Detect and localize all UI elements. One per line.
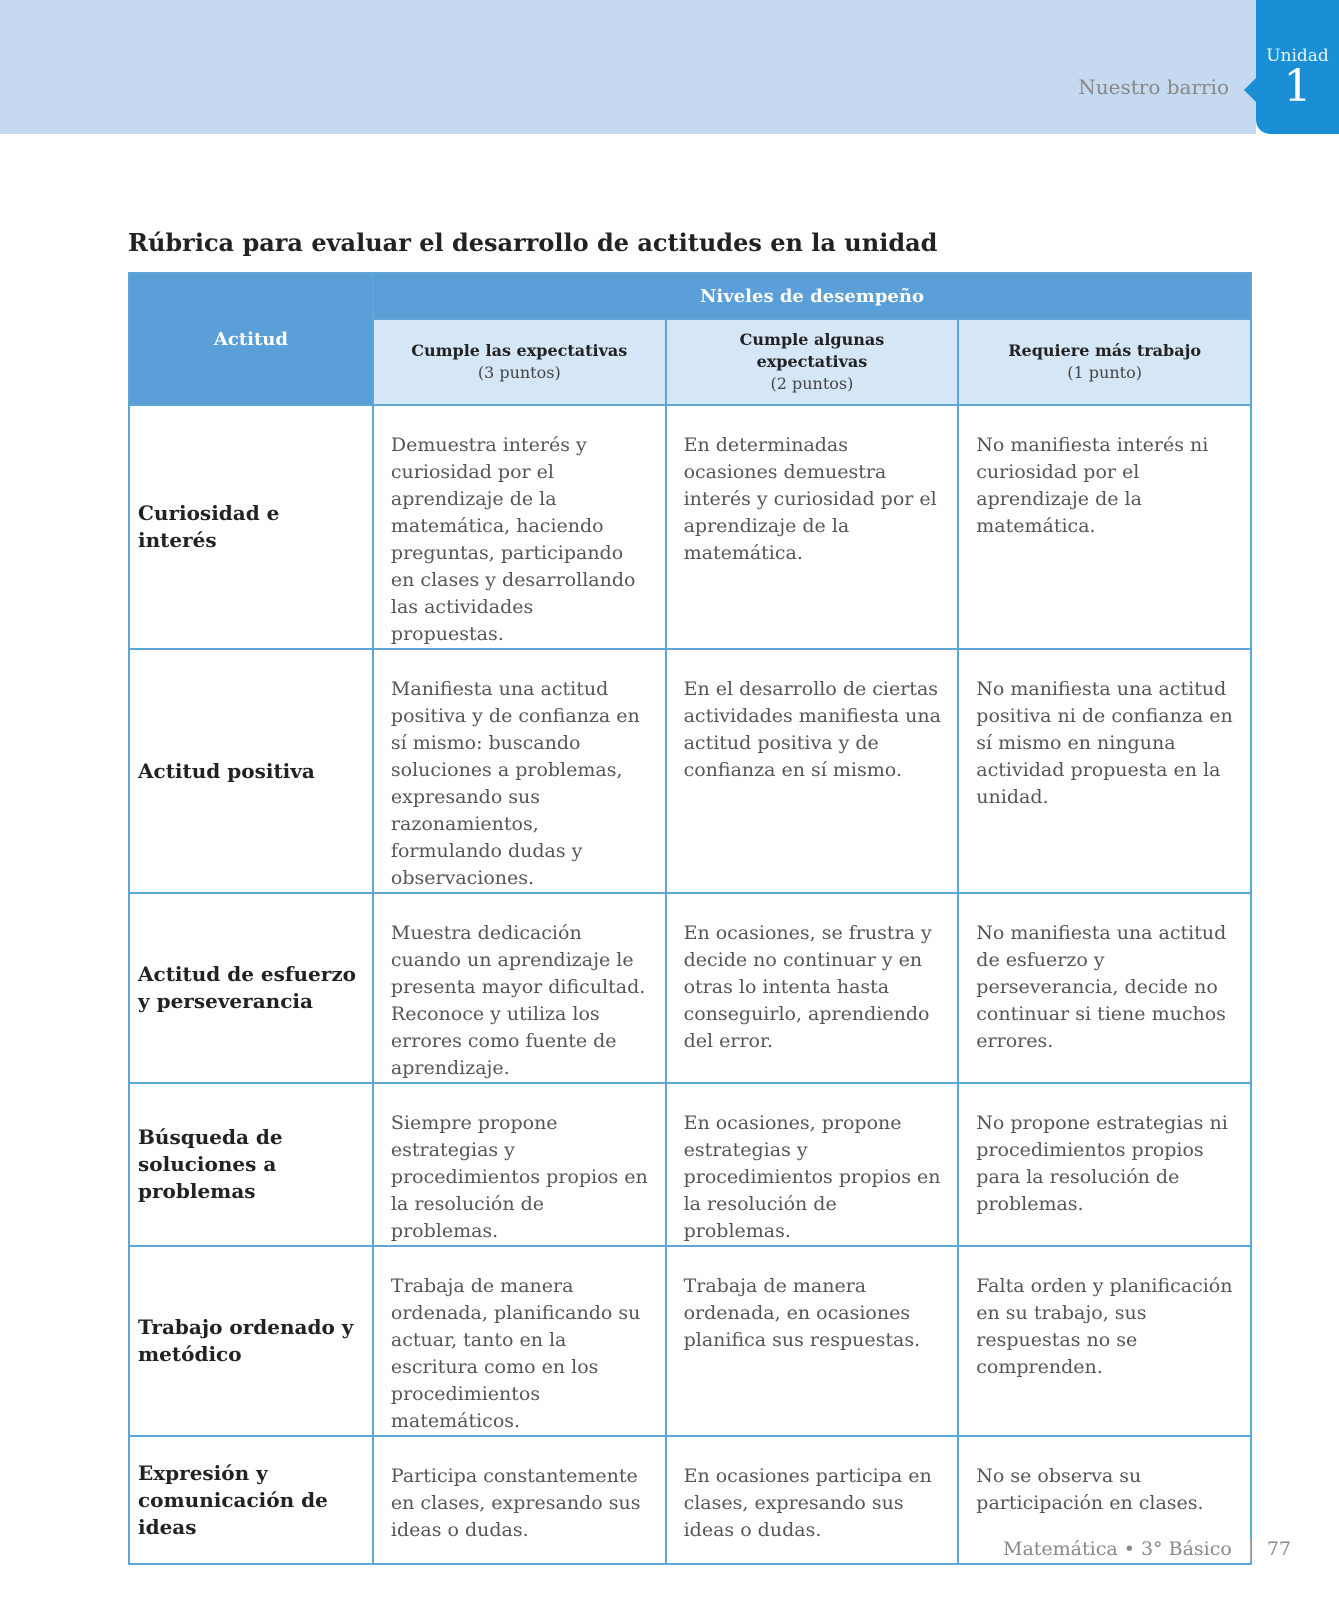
level-name: Cumple algunas expectativas [739, 330, 885, 371]
description-cell: Muestra dedicación cuando un aprendizaje le presenta mayor dificultad. Reconoce y utiliza los errores como fuente de aprendizaje. [373, 893, 666, 1083]
level-points: (2 puntos) [770, 374, 854, 393]
book-title: Matemática • 3° Básico [1003, 1538, 1232, 1560]
attitude-cell: Trabajo ordenado y metódico [129, 1246, 373, 1436]
unit-tab [1256, 0, 1339, 134]
footer-divider [1250, 1539, 1251, 1561]
description-cell: No manifiesta interés ni curiosidad por el aprendizaje de la matemática. [958, 405, 1251, 649]
unit-number: 1 [1283, 61, 1312, 112]
description-cell: En ocasiones, se frustra y decide no continuar y en otras lo intenta hasta conseguirlo, aprendiendo del error. [666, 893, 959, 1083]
description-cell: En ocasiones participa en clases, expresando sus ideas o dudas. [666, 1436, 959, 1564]
description-cell: Siempre propone estrategias y procedimientos propios en la resolución de problemas. [373, 1083, 666, 1246]
description-cell: Trabaja de manera ordenada, en ocasiones planifica sus respuestas. [666, 1246, 959, 1436]
level-name: Requiere más trabajo [1008, 341, 1202, 360]
description-cell: No manifiesta una actitud de esfuerzo y perseverancia, decide no continuar si tiene muchos errores. [958, 893, 1251, 1083]
table-row [129, 893, 1251, 1083]
description-cell: En el desarrollo de ciertas actividades manifiesta una actitud positiva y de confianza en sí mismo. [666, 649, 959, 893]
page-number: 77 [1266, 1538, 1291, 1560]
header-attitude: Actitud [129, 273, 373, 405]
level-header [958, 319, 1251, 405]
level-header [666, 319, 959, 405]
attitude-cell: Actitud positiva [129, 649, 373, 893]
level-points: (3 puntos) [477, 363, 561, 382]
description-cell: En determinadas ocasiones demuestra interés y curiosidad por el aprendizaje de la matemática. [666, 405, 959, 649]
description-cell: No se observa su participación en clases. [958, 1436, 1251, 1564]
attitude-cell: Búsqueda de soluciones a problemas [129, 1083, 373, 1246]
description-cell: Manifiesta una actitud positiva y de confianza en sí mismo: buscando soluciones a problemas, expresando sus razonamientos, formulando dudas y observaciones. [373, 649, 666, 893]
rubric-table [128, 272, 1252, 1565]
top-banner [0, 0, 1256, 134]
description-cell: No manifiesta una actitud positiva ni de confianza en sí mismo en ninguna actividad propuesta en la unidad. [958, 649, 1251, 893]
level-points: (1 punto) [1067, 363, 1142, 382]
table-row [129, 649, 1251, 893]
description-cell: Falta orden y planificación en su trabajo, sus respuestas no se comprenden. [958, 1246, 1251, 1436]
table-row [129, 1246, 1251, 1436]
attitude-cell: Actitud de esfuerzo y perseverancia [129, 893, 373, 1083]
unit-label: Unidad [1266, 46, 1329, 66]
page-title: Rúbrica para evaluar el desarrollo de actitudes en la unidad [128, 228, 938, 257]
description-cell: En ocasiones, propone estrategias y procedimientos propios en la resolución de problemas. [666, 1083, 959, 1246]
description-cell: Trabaja de manera ordenada, planificando su actuar, tanto en la escritura como en los procedimientos matemáticos. [373, 1246, 666, 1436]
page-footer [1003, 1538, 1291, 1561]
description-cell: No propone estrategias ni procedimientos propios para la resolución de problemas. [958, 1083, 1251, 1246]
header-levels: Niveles de desempeño [373, 273, 1251, 319]
attitude-cell: Curiosidad e interés [129, 405, 373, 649]
unit-tab-pointer [1244, 78, 1256, 102]
level-name: Cumple las expectativas [411, 341, 628, 360]
level-header [373, 319, 666, 405]
table-row [129, 405, 1251, 649]
breadcrumb: Nuestro barrio [1078, 75, 1229, 99]
description-cell: Participa constantemente en clases, expresando sus ideas o dudas. [373, 1436, 666, 1564]
table-row [129, 1083, 1251, 1246]
attitude-cell: Expresión y comunicación de ideas [129, 1436, 373, 1564]
description-cell: Demuestra interés y curiosidad por el aprendizaje de la matemática, haciendo preguntas, participando en clases y desarrollando las actividades propuestas. [373, 405, 666, 649]
